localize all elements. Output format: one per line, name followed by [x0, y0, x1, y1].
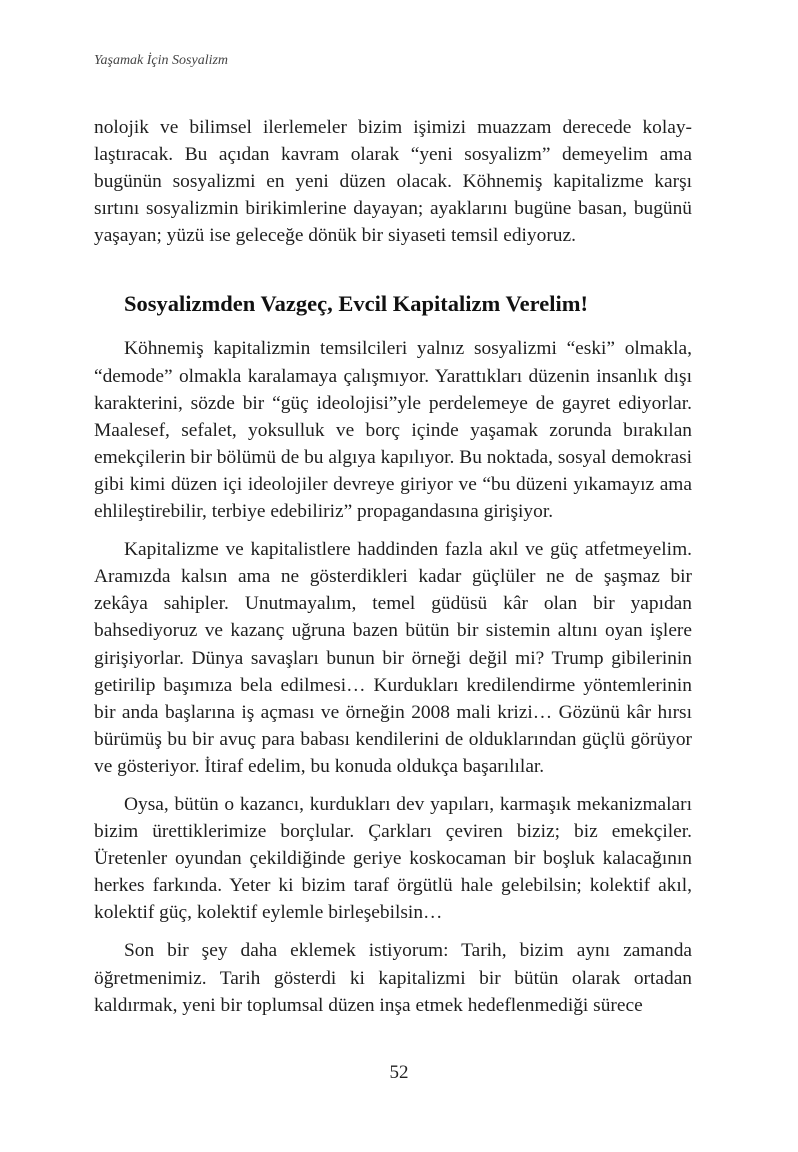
page-body: [94, 114, 692, 1019]
paragraph-continuation: nolojik ve bilimsel ilerlemeler bizim işimizi muazzam derecede kolay-laştıracak. Bu açıdan kavram olarak “yeni sosyalizm” demeyelim ama bugünün sosyalizmi en yeni düzen olacak. Köhnemiş kapitalizme karşı sırtını sosyalizmin birikimlerine dayayan; ayaklarını bugüne basan, bugünü yaşayan; yüzü ise geleceğe dönük bir siyaseti temsil ediyoruz.: [94, 117, 692, 247]
paragraph: Oysa, bütün o kazancı, kurdukları dev yapıları, karmaşık mekanizmaları bizim ürettiklerimize borçlular. Çarkları çeviren biziz; biz emekçiler. Üretenler oyundan çekildiğinde geriye koskocaman bir boşluk kalacağının herkes farkında. Yeter ki bizim taraf örgütlü hale gelebilsin; kolektif akıl, kolektif güç, kolektif eylemle birleşebilsin…: [94, 793, 692, 924]
running-header: Yaşamak İçin Sosyalizm: [94, 53, 229, 68]
page-number: 52: [389, 1062, 409, 1083]
paragraph: Son bir şey daha eklemek istiyorum: Tarih, bizim aynı zamanda öğretmenimiz. Tarih gösterdi ki kapitalizmi bir bütün olarak ortadan kaldırmak, yeni bir toplumsal düzen inşa etmek hedeflenmediği sürece: [94, 940, 692, 1016]
paragraph: Köhnemiş kapitalizmin temsilcileri yalnız sosyalizmi “eski” olmakla, “demode” olmakla karalamaya çalışmıyor. Yarattıkları düzenin insanlık dışı karakterini, sözde bir “güç ideolojisi”yle perdelemeye de gayret ediyorlar. Maalesef, sefalet, yoksulluk ve borç içinde yaşamak zorunda bırakılan emekçilerin bir bölümü de bu algıya kapılıyor. Bu noktada, sosyal demokrasi gibi kimi düzen içi ideolojiler devreye giriyor ve “bu düzeni yıkamayız ama ehlileştirebilir, terbiye edebiliriz” propagandasına girişiyor.: [94, 338, 692, 523]
section-heading: Sosyalizmden Vazgeç, Evcil Kapitalizm Verelim!: [124, 291, 588, 317]
paragraph: Kapitalizme ve kapitalistlere haddinden fazla akıl ve güç atfetmeyelim. Aramızda kalsın ama ne gösterdikleri kadar güçlüler ne de şaşmaz bir zekâya sahipler. Unutmayalım, temel güdüsü kâr olan bir yapıdan bahsediyoruz ve kazanç uğruna bazen bütün bir sistemin altını oyan işlere girişiyorlar. Dünya savaşları bunun bir örneği değil mi? Trump gibilerinin getirilip başımıza bela edilmesi… Kurdukları kredilendirme yöntemlerinin bir anda başlarına iş açması ve örneğin 2008 mali krizi… Gözünü kâr hırsı bürümüş bu bir avuç para babası kendilerini de olduklarından güçlü görüyor ve gösteriyor. İtiraf edelim, bu konuda oldukça başarılılar.: [94, 539, 692, 777]
